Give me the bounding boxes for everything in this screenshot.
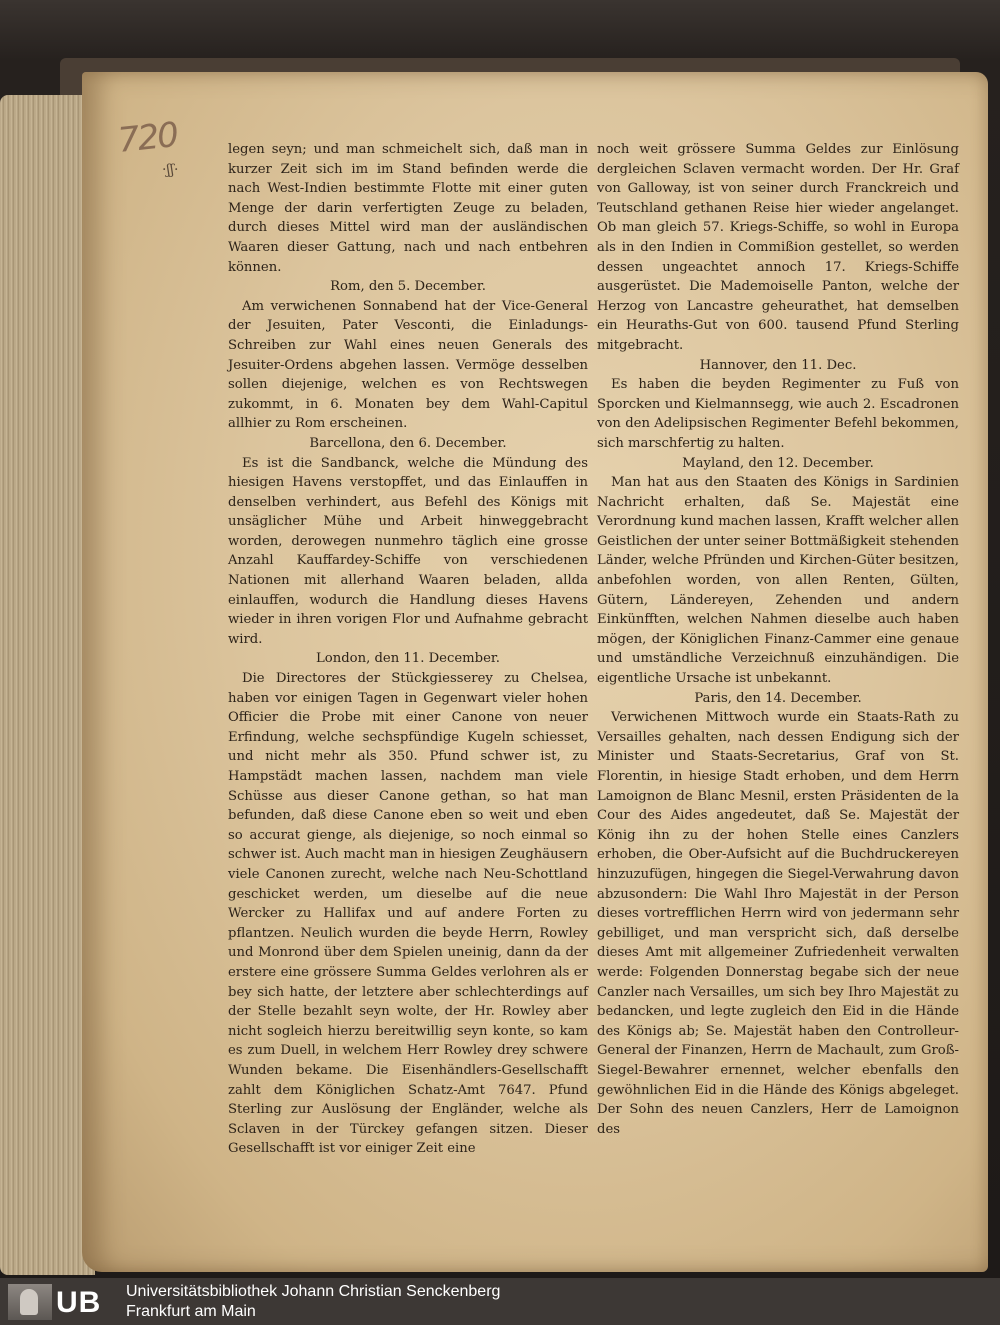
- news-paragraph: Man hat aus den Staaten des Königs in Sardinien Nachricht erhalten, daß Se. Majestät eine Verordnung kund machen lassen, Krafft welcher allen Geistlichen der unter seiner Bottmäßigkeit stehenden Länder, welche Pfründen und Kirchen-Güter besitzen, anbefohlen worden, von allen Renten, Gülten, Gütern, Ländereyen, Zehenden und andern Einkünfften, welchen Nahmen dieselbe auch haben mögen, der Königlichen Finanz-Cammer eine genaue und umständliche Verzeichnuß einzuhändigen. Die eigentliche Ursache ist unbekannt.: [597, 475, 959, 687]
- senckenberg-portrait-icon: [8, 1284, 52, 1320]
- news-paragraph: Es ist die Sandbanck, welche die Mündung des hiesigen Havens verstopffet, und das Einlauffen in denselben verhindert, aus Befehl des Königs mit unsäglicher Mühe und Arbeit hinweggebracht worden, derowegen nunmehro täglich eine grosse Anzahl Kauffardey-Schiffe von verschiedenen Nationen mit allerhand Waaren beladen, allda einlauffen, wodurch die Handlung dieses Havens wieder in ihren vorigen Flor und Aufnahme gebracht wird.: [228, 455, 588, 647]
- library-logo[interactable]: [8, 1284, 114, 1320]
- text-column-right: [597, 140, 959, 1139]
- news-paragraph: legen seyn; und man schmeichelt sich, daß man in kurzer Zeit sich im im Stand befinden werde die nach West-Indien bestimmte Flotte mit einer guten Menge der darin verfertigten Zeuge zu beladen, durch dieses Mittel wird man der ausländischen Waaren dieser Gattung, nach und nach entbehren können.: [228, 142, 588, 275]
- ub-logo-text: UB: [56, 1286, 102, 1319]
- dateline-heading: London, den 11. December.: [316, 651, 500, 667]
- dateline-heading: Mayland, den 12. December.: [682, 455, 874, 471]
- library-name: Universitätsbibliothek Johann Christian Senckenberg: [126, 1283, 501, 1300]
- news-paragraph: Am verwichenen Sonnabend hat der Vice-General der Jesuiten, Pater Vesconti, die Einladungs-Schreiben zur Wahl eines neuen Generals des Jesuiter-Ordens abgehen lassen. Vermöge desselben sollen diejenige, welchen es von Rechtswegen zukommt, in 6. Monaten bey dem Wahl-Capitul allhier zu Rom erscheinen.: [228, 298, 588, 432]
- dateline-heading: Rom, den 5. December.: [330, 279, 486, 295]
- dateline-heading: Paris, den 14. December.: [694, 690, 862, 706]
- footer-bar: [0, 1278, 1000, 1325]
- dateline-heading: Barcellona, den 6. December.: [309, 435, 507, 451]
- news-paragraph: Die Directores der Stückgiesserey zu Chelsea, haben vor einigen Tagen in Gegenwart vieler hohen Officier die Probe mit einer Canone von neuer Erfindung, welche sechspfündige Kugeln schiesset, und nicht mehr als 350. Pfund schwer ist, zu Hampstädt machen lassen, nachdem man viele Schüsse aus dieser Canone gethan, so hat man befunden, daß diese Canone eben so weit und eben so accurat gienge, als diejenige, so noch einmal so schwer ist. Auch macht man in hiesigen Zeughäusern viele Canonen zurecht, welche nach Neu-Schottland geschicket werden, um dieselbe auf die neue Wercker zu Hallifax und auf andere Forten zu pflantzen. Neulich wurden die beyde Herrn, Rowley und Monrond über dem Spielen uneinig, dann da der erstere eine grössere Summa Geldes verlohren als er bey sich hatte, der letztere aber schlechterdings auf der Stelle bezahlt seyn wolte, der Hr. Rowley aber nicht sogleich hierzu bereitwillig seyn konte, so kam es zum Duell, in welchem Herr Rowley drey schwere Wunden bekame. Die Eisenhändlers-Gesellschafft zahlt dem Königlichen Schatz-Amt 7647. Pfund Sterling zur Auslösung der Engländer, welche als Sclaven in der Türckey gefangen sitzen. Dieser Gesellschafft ist vor einiger Zeit eine: [228, 671, 588, 1157]
- dateline-heading: Hannover, den 11. Dec.: [699, 357, 857, 373]
- book-page-edges: [0, 95, 95, 1275]
- library-city: Frankfurt am Main: [126, 1303, 256, 1320]
- text-column-left: [228, 140, 588, 1159]
- news-paragraph: Verwichenen Mittwoch wurde ein Staats-Rath zu Versailles gehalten, nach dessen Endigung sich der Minister und Staats-Secretarius, Graf von St. Florentin, in hiesige Stadt erhoben, und dem Herrn Lamoignon de Blanc Mesnil, ersten Präsidenten de la Cour des Aides angedeutet, daß Se. Majestät der König ihn zu der hohen Stelle eines Canzlers erhoben, die Ober-Aufsicht auf die Buchdruckereyen hinzuzufügen, hingegen die Siegel-Verwahrung davon abzusondern: Die Wahl Ihro Majestät in der Person dieses vortrefflichen Herrn wird von jedermann sehr gebilliget, und man verspricht sich, daß derselbe dieses Amt mit allgemeiner Zufriedenheit verwalten werde: Folgenden Donnerstag begabe sich der neue Canzler nach Versailles, um sich bey Ihro Majestät zu bedancken, und legte zugleich den Eid in die Hände des Königs ab; Se. Majestät haben den Controlleur-General der Finanzen, Herrn de Machault, zum Groß-Siegel-Bewahrer ernennet, welcher ebenfalls den gewöhnlichen Eid in die Hände des Königs abgeleget. Der Sohn des neuen Canzlers, Herr de Lamoignon des: [597, 710, 959, 1137]
- margin-mark: ·ʃʃ·: [162, 162, 179, 178]
- page-number-handwritten: 720: [116, 115, 179, 161]
- news-paragraph: noch weit grössere Summa Geldes zur Einlösung dergleichen Sclaven vermacht worden. Der Hr. Graf von Galloway, ist von seiner durch Franckreich und Teutschland gethanen Reise hier wieder angelanget. Ob man gleich 57. Kriegs-Schiffe, so wohl in Europa als in den Indien in Commißion gestellet, so werden dessen ungeachtet annoch 17. Kriegs-Schiffe ausgerüstet. Die Mademoiselle Panton, welche der Herzog von Lancastre geheurathet, hat demselben ein Heuraths-Gut von 600. tausend Pfund Sterling mitgebracht.: [597, 142, 959, 353]
- news-paragraph: Es haben die beyden Regimenter zu Fuß von Sporcken und Kielmannsegg, wie auch 2. Escadronen von den Adelipsischen Regimenter Befehl bekommen, sich marschfertig zu halten.: [597, 377, 959, 451]
